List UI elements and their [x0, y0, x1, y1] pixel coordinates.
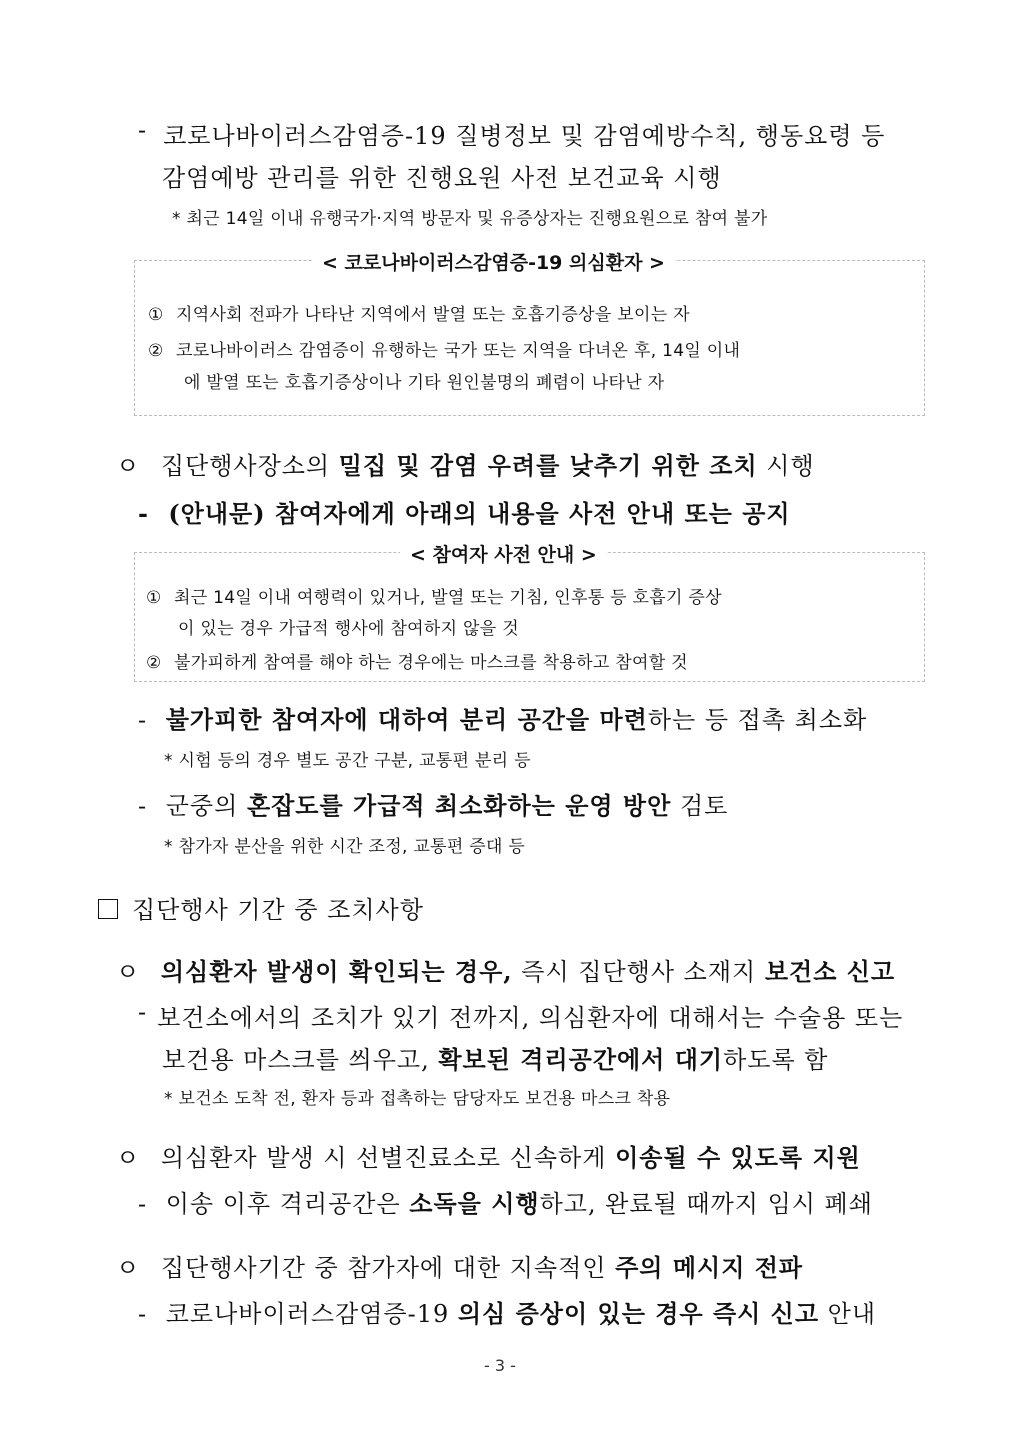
suspect-item-1 — [148, 300, 690, 325]
report-guide-pre: 코로나바이러스감염증-19 — [165, 1300, 458, 1328]
bullet: ㅇ — [116, 1144, 141, 1172]
checkbox-icon — [98, 899, 118, 919]
suspect-item-1-text: 지역사회 전파가 나타난 지역에서 발열 또는 호흡기증상을 보이는 자 — [176, 305, 690, 325]
message-pre: 집단행사기간 중 참가자에 대한 지속적인 — [160, 1254, 616, 1282]
section-heading — [98, 890, 424, 925]
transfer-line — [116, 1138, 861, 1173]
num: ② — [146, 653, 162, 673]
bullet: ㅇ — [116, 958, 141, 986]
suspect-item-2 — [148, 336, 740, 361]
participant-item-1-text: 최근 14일 이내 여행력이 있거나, 발열 또는 기침, 인후통 등 호흡기 증상 — [174, 588, 722, 608]
dash: - — [138, 998, 148, 1026]
notice-line — [138, 494, 791, 529]
crowd-bold: 밀집 및 감염 우려를 낮추기 위한 조치 — [338, 451, 758, 480]
mask-line-1-text: 보건소에서의 조치가 있기 전까지, 의심환자에 대해서는 수술용 또는 — [157, 1004, 904, 1032]
dash: - — [138, 706, 148, 734]
congestion-post: 검토 — [671, 792, 729, 820]
congestion-bold: 혼잡도를 가급적 최소화하는 운영 방안 — [246, 791, 672, 820]
crowd-post: 시행 — [757, 452, 815, 480]
message-bold: 주의 메시지 전파 — [615, 1253, 804, 1282]
congestion-pre: 군중의 — [165, 792, 247, 820]
dash: - — [138, 499, 149, 528]
report-guide-line — [138, 1294, 876, 1329]
page-number: - 3 - — [484, 1356, 516, 1375]
report-guide-post: 안내 — [819, 1300, 877, 1328]
mask-line-1 — [138, 998, 928, 1033]
report-bold-1: 의심환자 발생이 확인되는 경우, — [160, 957, 513, 986]
num: ② — [148, 341, 164, 361]
suspect-item-2-text: 코로나바이러스 감염증이 유행하는 국가 또는 지역을 다녀온 후, 14일 이내 — [176, 341, 741, 361]
congestion-line — [138, 786, 728, 821]
transfer-pre: 의심환자 발생 시 선별진료소로 신속하게 — [160, 1144, 616, 1172]
suspect-item-2-cont: 에 발열 또는 호흡기증상이나 기타 원인불명의 폐렴이 나타난 자 — [184, 373, 665, 393]
dash: - — [138, 116, 148, 144]
congestion-note: * 참가자 분산을 위한 시간 조정, 교통편 증대 등 — [164, 837, 526, 857]
report-mid: 즉시 집단행사 소재지 — [512, 958, 765, 986]
transfer-bold: 이송될 수 있도록 지원 — [615, 1143, 861, 1172]
mask-bold: 확보된 격리공간에서 대기 — [438, 1045, 724, 1074]
report-guide-bold: 의심 증상이 있는 경우 즉시 신고 — [457, 1299, 820, 1328]
participant-item-1-cont: 이 있는 경우 가급적 행사에 참여하지 않을 것 — [178, 619, 519, 639]
report-bold-2: 보건소 신고 — [764, 957, 896, 986]
mask-post: 하도록 함 — [723, 1046, 829, 1074]
mask-pre: 보건용 마스크를 씌우고, — [162, 1046, 439, 1074]
participant-item-2-text: 불가피하게 참여를 해야 하는 경우에는 마스크를 착용하고 참여할 것 — [174, 653, 688, 673]
num: ① — [148, 305, 164, 325]
separation-post: 하는 등 접촉 최소화 — [647, 706, 868, 734]
mask-note: * 보건소 도착 전, 환자 등과 접촉하는 담당자도 보건용 마스크 착용 — [164, 1089, 671, 1109]
section-heading-text: 집단행사 기간 중 조치사항 — [132, 896, 424, 924]
edu-line-2: 감염예방 관리를 위한 진행요원 사전 보건교육 시행 — [162, 164, 722, 192]
participant-box-title: < 참여자 사전 안내 > — [400, 540, 607, 567]
separation-note: * 시험 등의 경우 별도 공간 구분, 교통편 분리 등 — [164, 751, 531, 771]
disinfect-bold: 소독을 시행 — [409, 1189, 540, 1218]
dash: - — [138, 1300, 148, 1328]
separation-bold: 불가피한 참여자에 대하여 분리 공간을 마련 — [165, 705, 648, 734]
participant-item-1 — [146, 583, 722, 608]
notice-text: (안내문) 참여자에게 아래의 내용을 사전 안내 또는 공지 — [168, 499, 791, 528]
edu-line-1-text: 코로나바이러스감염증-19 질병정보 및 감염예방수칙, 행동요령 등 — [163, 122, 886, 150]
disinfect-post: 하고, 완료될 때까지 임시 폐쇄 — [539, 1190, 873, 1218]
crowd-measure-line — [116, 446, 815, 481]
separation-line — [138, 700, 867, 735]
bullet: ㅇ — [116, 1254, 141, 1282]
num: ① — [146, 588, 162, 608]
participant-item-2 — [146, 648, 688, 673]
edu-note: * 최근 14일 이내 유행국가·지역 방문자 및 유증상자는 진행요원으로 참여 불가 — [172, 209, 768, 229]
disinfect-line — [138, 1184, 873, 1219]
bullet: ㅇ — [116, 452, 141, 480]
report-line — [116, 952, 895, 987]
message-line — [116, 1248, 803, 1283]
disinfect-pre: 이송 이후 격리공간은 — [165, 1190, 410, 1218]
dash: - — [138, 792, 148, 820]
edu-line-1 — [138, 116, 928, 151]
dash: - — [138, 1190, 148, 1218]
suspect-box-title: < 코로나바이러스감염증-19 의심환자 > — [312, 248, 675, 275]
crowd-pre: 집단행사장소의 — [160, 452, 339, 480]
mask-line-2 — [162, 1040, 828, 1075]
